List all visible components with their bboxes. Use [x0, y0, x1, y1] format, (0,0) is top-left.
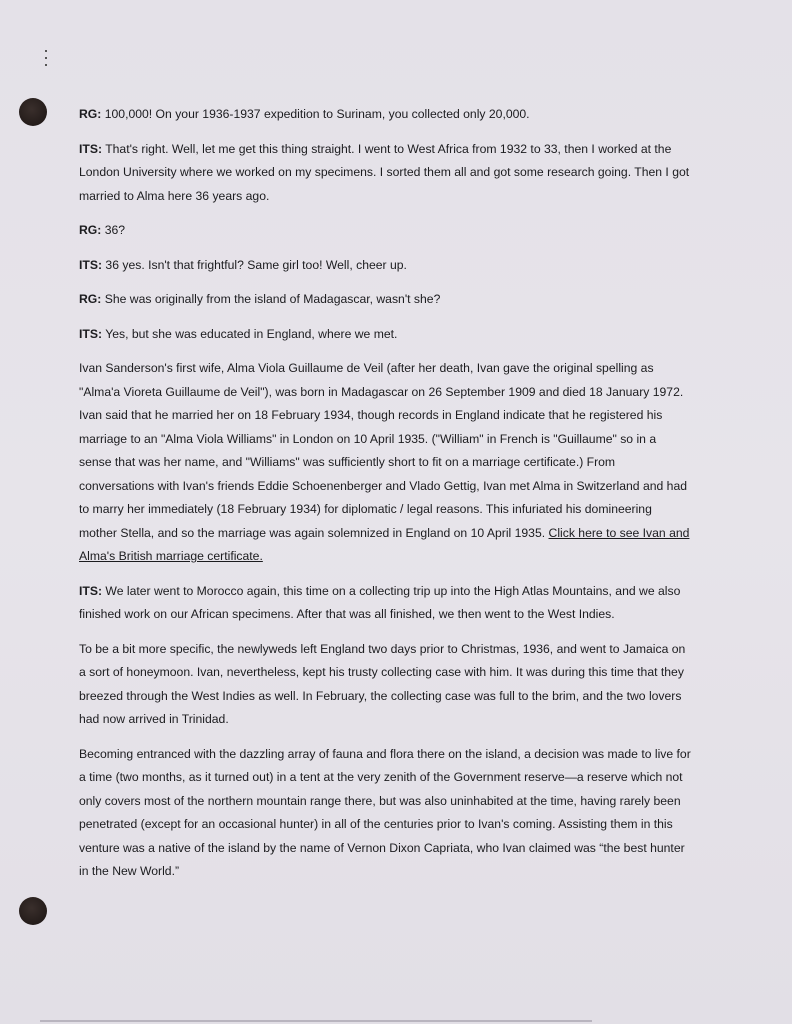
page-bottom-edge	[40, 1020, 592, 1022]
document-body	[79, 103, 691, 895]
paragraph-narrative-honeymoon	[79, 638, 691, 732]
paragraph-text: We later went to Morocco again, this time on a collecting trip up into the High Atlas Mountains, and we also finished work on our African specimens. After that was all finished, we then went to the West Indies.	[79, 583, 681, 621]
speaker-label: ITS:	[79, 326, 103, 341]
scan-specks	[45, 50, 49, 70]
marriage-certificate-link[interactable]: Click here to see Ivan and Alma's British marriage certificate.	[79, 525, 690, 563]
speaker-label: RG:	[79, 292, 102, 306]
speaker-label: ITS:	[79, 257, 103, 272]
paragraph-text: That's right. Well, let me get this thing straight. I went to West Africa from 1932 to 33, then I worked at the London University where we worked on my specimens. I sorted them all and got some research going. Then I got married to Alma here 36 years ago.	[79, 141, 690, 203]
paragraph-text: Yes, but she was educated in England, where we met.	[102, 326, 398, 341]
paragraph-text: Becoming entranced with the dazzling array of fauna and flora there on the island, a decision was made to live for a time (two months, as it turned out) in a tent at the very zenith of the Government reserve—a reserve which not only covers most of the northern mountain range there, but was also uninhabited at the time, having rarely been penetrated (except for an occasional hunter) in all of the centuries prior to Ivan's coming. Assisting them in this venture was a native of the island by the name of Vernon Dixon Capriata, who Ivan claimed was “the best hunter in the New World.”	[79, 746, 691, 878]
paragraph-text: To be a bit more specific, the newlyweds left England two days prior to Christmas, 1936, and went to Jamaica on a sort of honeymoon. Ivan, nevertheless, kept his trusty collecting case with him. It was during this time that they breezed through the West Indies as well. In February, the collecting case was full to the brim, and the two lovers had now arrived in Trinidad.	[79, 641, 686, 726]
paragraph-rg-3	[79, 288, 691, 312]
paragraph-rg-1	[79, 103, 691, 127]
paragraph-text: Ivan Sanderson's first wife, Alma Viola Guillaume de Veil (after her death, Ivan gave the original spelling as "Alma'a Vioreta Guillaume de Veil"), was born in Madagascar on 26 September 1909 and died 18 January 1972. Ivan said that he married her on 18 February 1934, though records in England indicate that he registered his marriage to an "Alma Viola Williams" in London on 10 April 1935. ("William" in French is "Guillaume" so in a sense that was her name, and "Williams" was sufficiently short to fit on a marriage certificate.) From conversations with Ivan's friends Eddie Schoenenberger and Vlado Gettig, Ivan met Alma in Switzerland and had to marry her immediately (18 February 1934) for diplomatic / legal reasons. This infuriated his domineering mother Stella, and so the marriage was again solemnized in England on 10 April 1935.	[79, 361, 687, 540]
paragraph-its-1	[79, 138, 691, 209]
speaker-label: ITS:	[79, 583, 103, 598]
paragraph-text: 100,000! On your 1936-1937 expedition to Surinam, you collected only 20,000.	[101, 107, 530, 121]
speaker-label: ITS:	[79, 141, 103, 156]
speaker-label: RG:	[79, 107, 102, 121]
binder-hole-bottom	[19, 897, 47, 925]
paragraph-its-4	[79, 580, 691, 627]
speaker-label: RG:	[79, 223, 102, 237]
paragraph-narrative-trinidad	[79, 743, 691, 884]
paragraph-narrative-marriage	[79, 357, 691, 569]
paragraph-text: She was originally from the island of Madagascar, wasn't she?	[101, 292, 441, 306]
paragraph-its-2	[79, 254, 691, 278]
binder-hole-top	[19, 98, 47, 126]
paragraph-rg-2	[79, 219, 691, 243]
paragraph-text: 36?	[101, 223, 126, 237]
paragraph-its-3	[79, 323, 691, 347]
paragraph-text: 36 yes. Isn't that frightful? Same girl too! Well, cheer up.	[102, 257, 407, 272]
